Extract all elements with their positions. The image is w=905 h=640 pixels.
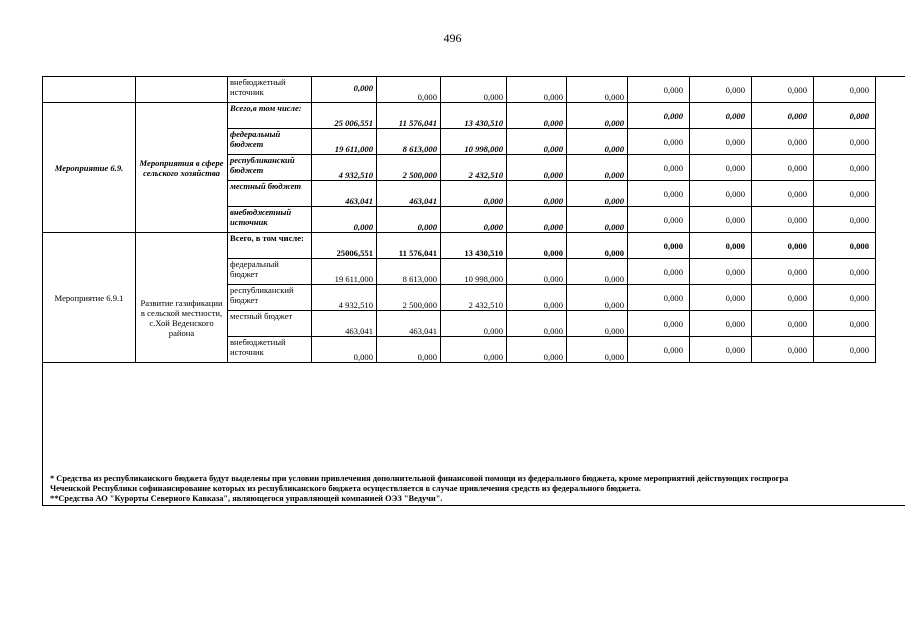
footnote-2: **Средства АО "Курорты Северного Кавказа", являющегося управляющей компанией ОЭЗ "Ведучи". [50, 494, 443, 503]
future-value-cell: 0,000 [814, 233, 876, 259]
value-cell: 0,000 [507, 337, 567, 363]
value-cell: 0,000 [567, 337, 628, 363]
future-value-cell: 0,000 [690, 207, 752, 233]
future-value-cell: 0,000 [752, 259, 814, 285]
total-cell: 0,000 [312, 207, 377, 233]
value-cell: 0,000 [441, 337, 507, 363]
value-cell: 0,000 [567, 77, 628, 103]
future-value-cell: 0,000 [814, 259, 876, 285]
budget-table [42, 76, 876, 363]
value-cell: 0,000 [507, 311, 567, 337]
future-value-cell: 0,000 [628, 181, 690, 207]
value-cell: 0,000 [567, 311, 628, 337]
event-name-cell: Мероприятия в сфере сельского хозяйства [136, 103, 228, 233]
future-value-cell: 0,000 [628, 285, 690, 311]
value-cell: 8 613,000 [377, 259, 441, 285]
future-value-cell: 0,000 [752, 77, 814, 103]
future-value-cell: 0,000 [814, 285, 876, 311]
source-cell: республиканский бюджет [228, 285, 312, 311]
value-cell: 2 500,000 [377, 155, 441, 181]
value-cell: 0,000 [441, 77, 507, 103]
future-value-cell: 0,000 [690, 103, 752, 129]
value-cell: 0,000 [507, 129, 567, 155]
value-cell: 0,000 [377, 77, 441, 103]
total-cell: 19 611,000 [312, 259, 377, 285]
value-cell: 11 576,041 [377, 103, 441, 129]
total-cell: 4 932,510 [312, 155, 377, 181]
value-cell: 0,000 [377, 207, 441, 233]
future-value-cell: 0,000 [628, 311, 690, 337]
value-cell: 0,000 [507, 77, 567, 103]
future-value-cell: 0,000 [814, 155, 876, 181]
event-cell: Мероприятие 6.9.1 [43, 233, 136, 363]
total-cell: 0,000 [312, 77, 377, 103]
table-row [43, 233, 876, 259]
value-cell: 0,000 [507, 181, 567, 207]
future-value-cell: 0,000 [690, 337, 752, 363]
future-value-cell: 0,000 [814, 181, 876, 207]
value-cell: 8 613,000 [377, 129, 441, 155]
future-value-cell: 0,000 [752, 233, 814, 259]
value-cell: 0,000 [567, 155, 628, 181]
future-value-cell: 0,000 [628, 337, 690, 363]
future-value-cell: 0,000 [628, 259, 690, 285]
future-value-cell: 0,000 [752, 129, 814, 155]
value-cell: 0,000 [441, 311, 507, 337]
future-value-cell: 0,000 [752, 337, 814, 363]
value-cell: 13 430,510 [441, 103, 507, 129]
value-cell: 2 432,510 [441, 155, 507, 181]
value-cell: 0,000 [441, 207, 507, 233]
future-value-cell: 0,000 [814, 103, 876, 129]
table-row [43, 103, 876, 129]
future-value-cell: 0,000 [752, 155, 814, 181]
future-value-cell: 0,000 [752, 285, 814, 311]
future-value-cell: 0,000 [752, 207, 814, 233]
value-cell: 0,000 [567, 207, 628, 233]
value-cell: 11 576,041 [377, 233, 441, 259]
source-cell: внебюджетный источник [228, 207, 312, 233]
footnotes [50, 474, 905, 504]
future-value-cell: 0,000 [752, 181, 814, 207]
future-value-cell: 0,000 [628, 103, 690, 129]
total-cell: 25006,551 [312, 233, 377, 259]
total-cell: 463,041 [312, 311, 377, 337]
source-cell: федеральный бюджет [228, 129, 312, 155]
value-cell: 0,000 [567, 259, 628, 285]
future-value-cell: 0,000 [690, 311, 752, 337]
value-cell: 0,000 [507, 207, 567, 233]
future-value-cell: 0,000 [628, 207, 690, 233]
value-cell: 2 500,000 [377, 285, 441, 311]
value-cell: 10 998,000 [441, 129, 507, 155]
total-cell: 4 932,510 [312, 285, 377, 311]
source-cell: местный бюджет [228, 311, 312, 337]
future-value-cell: 0,000 [690, 259, 752, 285]
value-cell: 0,000 [377, 337, 441, 363]
value-cell: 2 432,510 [441, 285, 507, 311]
footnote-1-continued: Чеченской Республики софинансирование которых из республиканского бюджета осуществляется в случае привлечения средств из федерального бюджета. [50, 484, 641, 493]
value-cell: 10 998,000 [441, 259, 507, 285]
future-value-cell: 0,000 [814, 77, 876, 103]
future-value-cell: 0,000 [628, 129, 690, 155]
future-value-cell: 0,000 [814, 129, 876, 155]
future-value-cell: 0,000 [814, 337, 876, 363]
total-cell: 0,000 [312, 337, 377, 363]
value-cell: 0,000 [567, 181, 628, 207]
value-cell: 463,041 [377, 181, 441, 207]
future-value-cell: 0,000 [690, 233, 752, 259]
value-cell: 463,041 [377, 311, 441, 337]
footnote-1: * Средства из республиканского бюджета будут выделены при условии привлечения дополнительной финансовой помощи из федерального бюджета, кроме мероприятий действующих госпрогра [50, 474, 789, 483]
value-cell: 0,000 [507, 103, 567, 129]
total-cell: 463,041 [312, 181, 377, 207]
value-cell: 0,000 [567, 129, 628, 155]
value-cell: 0,000 [567, 233, 628, 259]
future-value-cell: 0,000 [752, 311, 814, 337]
future-value-cell: 0,000 [752, 103, 814, 129]
source-cell: федеральный бюджет [228, 259, 312, 285]
future-value-cell: 0,000 [690, 181, 752, 207]
future-value-cell: 0,000 [690, 77, 752, 103]
future-value-cell: 0,000 [690, 285, 752, 311]
future-value-cell: 0,000 [690, 155, 752, 181]
value-cell: 0,000 [567, 285, 628, 311]
value-cell: 13 430,510 [441, 233, 507, 259]
source-cell: внебюджетный источник [228, 337, 312, 363]
total-cell: 25 006,551 [312, 103, 377, 129]
future-value-cell: 0,000 [628, 233, 690, 259]
source-cell: местный бюджет [228, 181, 312, 207]
future-value-cell: 0,000 [628, 77, 690, 103]
value-cell: 0,000 [507, 233, 567, 259]
future-value-cell: 0,000 [690, 129, 752, 155]
total-cell: 19 611,000 [312, 129, 377, 155]
value-cell: 0,000 [507, 285, 567, 311]
event-cell: Мероприятие 6.9. [43, 103, 136, 233]
source-cell: внебюджетный источник [228, 77, 312, 103]
empty-cell [43, 77, 136, 103]
source-cell: Всего,в том числе: [228, 103, 312, 129]
event-name-cell: Развитие газификации в сельской местности, с.Хой Веденского района [136, 233, 228, 363]
future-value-cell: 0,000 [814, 207, 876, 233]
source-cell: Всего, в том числе: [228, 233, 312, 259]
future-value-cell: 0,000 [814, 311, 876, 337]
table-row [43, 77, 876, 103]
page-number: 496 [443, 31, 462, 45]
value-cell: 0,000 [441, 181, 507, 207]
value-cell: 0,000 [507, 155, 567, 181]
source-cell: республиканский бюджет [228, 155, 312, 181]
empty-cell [136, 77, 228, 103]
value-cell: 0,000 [507, 259, 567, 285]
value-cell: 0,000 [567, 103, 628, 129]
future-value-cell: 0,000 [628, 155, 690, 181]
